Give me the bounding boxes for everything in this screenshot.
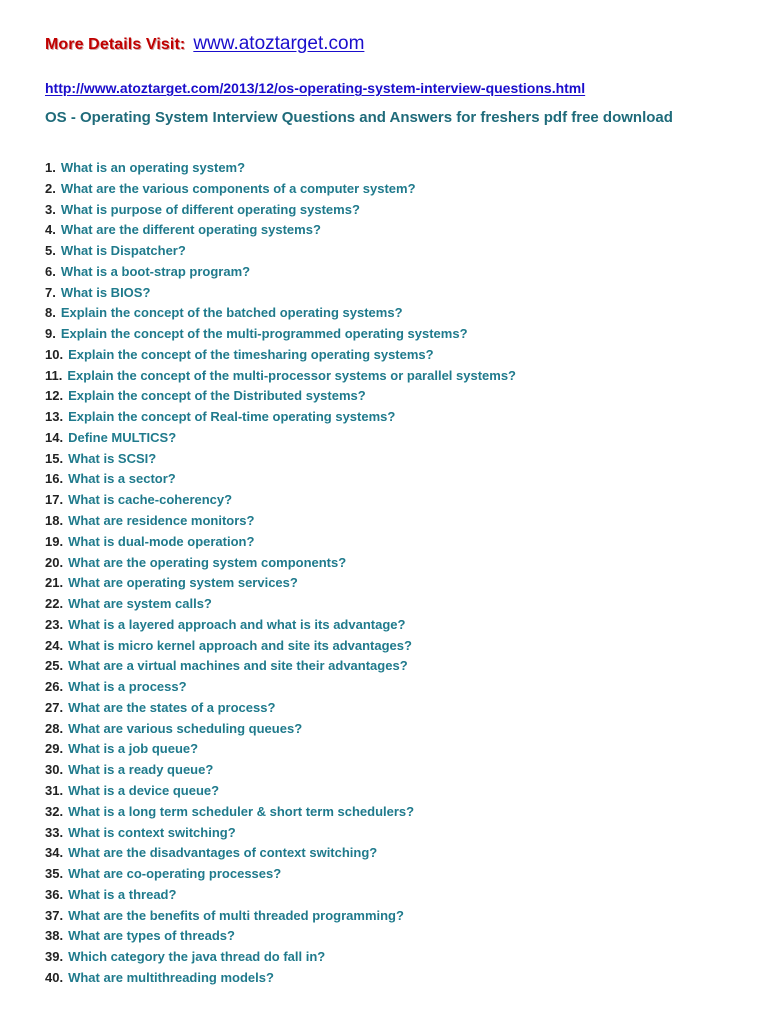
question-item [45, 615, 516, 636]
more-details-label: More Details Visit: [45, 36, 186, 53]
question-number: 33. [45, 824, 64, 840]
question-number: 24. [45, 637, 64, 653]
question-item [45, 220, 516, 241]
question-number: 34. [45, 845, 64, 861]
question-item [45, 386, 516, 407]
question-text: What are types of threads? [68, 928, 235, 944]
question-text: Explain the concept of Real-time operating systems? [68, 409, 396, 425]
question-item [45, 428, 516, 449]
question-number: 26. [45, 679, 64, 695]
question-text: What is a job queue? [68, 741, 199, 757]
question-number: 37. [45, 907, 64, 923]
question-number: 5. [45, 243, 56, 259]
question-text: What is Dispatcher? [60, 243, 186, 259]
question-item [45, 906, 516, 927]
question-item [45, 449, 516, 470]
question-text: What is a device queue? [68, 782, 220, 798]
question-number: 23. [45, 616, 64, 632]
question-item [45, 262, 516, 283]
question-text: What is purpose of different operating systems? [60, 201, 360, 217]
question-text: Define MULTICS? [68, 429, 177, 445]
question-text: What is a sector? [68, 471, 176, 487]
question-number: 11. [45, 367, 63, 383]
article-url-link[interactable]: http://www.atoztarget.com/2013/12/os-operating-system-interview-questions.html [45, 80, 586, 96]
question-text: What is an operating system? [60, 160, 246, 175]
question-text: What are multithreading models? [68, 969, 274, 985]
question-number: 7. [45, 284, 56, 300]
question-text: What is a thread? [68, 886, 177, 902]
question-number: 17. [45, 492, 64, 508]
question-number: 16. [45, 471, 64, 487]
question-text: What is a long term scheduler & short term schedulers? [68, 803, 415, 819]
question-item [45, 573, 516, 594]
question-text: What are the benefits of multi threaded programming? [68, 907, 404, 923]
question-text: Explain the concept of the Distributed systems? [68, 388, 366, 404]
question-item [45, 926, 516, 947]
question-text: What are the various components of a computer system? [60, 180, 416, 196]
question-number: 4. [45, 222, 56, 238]
question-item [45, 739, 516, 760]
question-text: What is a boot-strap program? [60, 263, 251, 279]
question-item [45, 241, 516, 262]
question-number: 36. [45, 886, 64, 902]
question-item [45, 864, 516, 885]
question-item [45, 303, 516, 324]
question-number: 18. [45, 513, 64, 529]
question-item [45, 802, 516, 823]
question-text: Explain the concept of the batched operating systems? [60, 305, 403, 321]
question-text: What are the states of a process? [68, 699, 276, 715]
question-number: 22. [45, 596, 64, 612]
question-text: Explain the concept of the multi-processor systems or parallel systems? [67, 367, 516, 383]
question-text: What are system calls? [68, 596, 212, 612]
site-link[interactable]: www.atoztarget.com [193, 33, 365, 54]
question-text: Explain the concept of the timesharing operating systems? [68, 346, 434, 362]
question-item [45, 158, 516, 179]
question-text: What are various scheduling queues? [68, 720, 303, 736]
question-text: What are a virtual machines and site their advantages? [68, 658, 408, 674]
question-number: 35. [45, 866, 64, 882]
question-item [45, 179, 516, 200]
question-item [45, 719, 516, 740]
question-text: Explain the concept of the multi-programmed operating systems? [60, 326, 468, 342]
question-number: 20. [45, 554, 64, 570]
question-number: 13. [45, 409, 64, 425]
header-line [45, 33, 364, 55]
question-text: What is dual-mode operation? [68, 533, 255, 549]
question-number: 28. [45, 720, 64, 736]
question-text: What is BIOS? [60, 284, 151, 300]
question-item [45, 885, 516, 906]
question-number: 31. [45, 782, 64, 798]
question-item [45, 532, 516, 553]
question-number: 8. [45, 305, 56, 321]
question-item [45, 677, 516, 698]
question-item [45, 200, 516, 221]
question-text: What is cache-coherency? [68, 492, 233, 508]
question-item [45, 947, 516, 968]
question-item [45, 283, 516, 304]
question-text: What are co-operating processes? [68, 866, 282, 882]
question-number: 38. [45, 928, 64, 944]
question-text: What are the disadvantages of context switching? [68, 845, 378, 861]
question-item [45, 345, 516, 366]
question-list [45, 158, 516, 989]
question-item [45, 760, 516, 781]
question-number: 15. [45, 450, 64, 466]
question-text: What is a process? [68, 679, 187, 695]
question-item [45, 511, 516, 532]
question-item [45, 843, 516, 864]
question-text: What is micro kernel approach and site its advantages? [68, 637, 412, 653]
question-text: What are the operating system components? [68, 554, 347, 570]
question-item [45, 698, 516, 719]
question-number: 1. [45, 160, 56, 175]
question-text: What is a ready queue? [68, 762, 214, 778]
question-number: 19. [45, 533, 64, 549]
question-text: What is context switching? [68, 824, 236, 840]
question-item [45, 490, 516, 511]
question-item [45, 469, 516, 490]
question-number: 3. [45, 201, 56, 217]
question-text: What is a layered approach and what is its advantage? [68, 616, 406, 632]
question-text: What is SCSI? [68, 450, 157, 466]
question-number: 40. [45, 969, 64, 985]
question-number: 21. [45, 575, 64, 591]
question-text: What are the different operating systems? [60, 222, 321, 238]
question-text: Which category the java thread do fall in? [68, 949, 326, 965]
question-text: What are operating system services? [68, 575, 298, 591]
question-number: 39. [45, 949, 64, 965]
question-item [45, 823, 516, 844]
question-item [45, 594, 516, 615]
question-item [45, 407, 516, 428]
question-number: 6. [45, 263, 56, 279]
question-number: 25. [45, 658, 64, 674]
question-text: What are residence monitors? [68, 513, 255, 529]
question-number: 32. [45, 803, 64, 819]
question-item [45, 553, 516, 574]
question-number: 9. [45, 326, 56, 342]
document-title: OS - Operating System Interview Questions and Answers for freshers pdf free download [45, 109, 673, 126]
question-number: 30. [45, 762, 64, 778]
question-item [45, 636, 516, 657]
question-item [45, 324, 516, 345]
question-number: 2. [45, 180, 56, 196]
question-item [45, 366, 516, 387]
question-number: 29. [45, 741, 64, 757]
question-number: 10. [45, 346, 64, 362]
question-item [45, 781, 516, 802]
question-item [45, 656, 516, 677]
question-item [45, 968, 516, 989]
question-number: 14. [45, 429, 64, 445]
question-number: 12. [45, 388, 64, 404]
question-number: 27. [45, 699, 64, 715]
